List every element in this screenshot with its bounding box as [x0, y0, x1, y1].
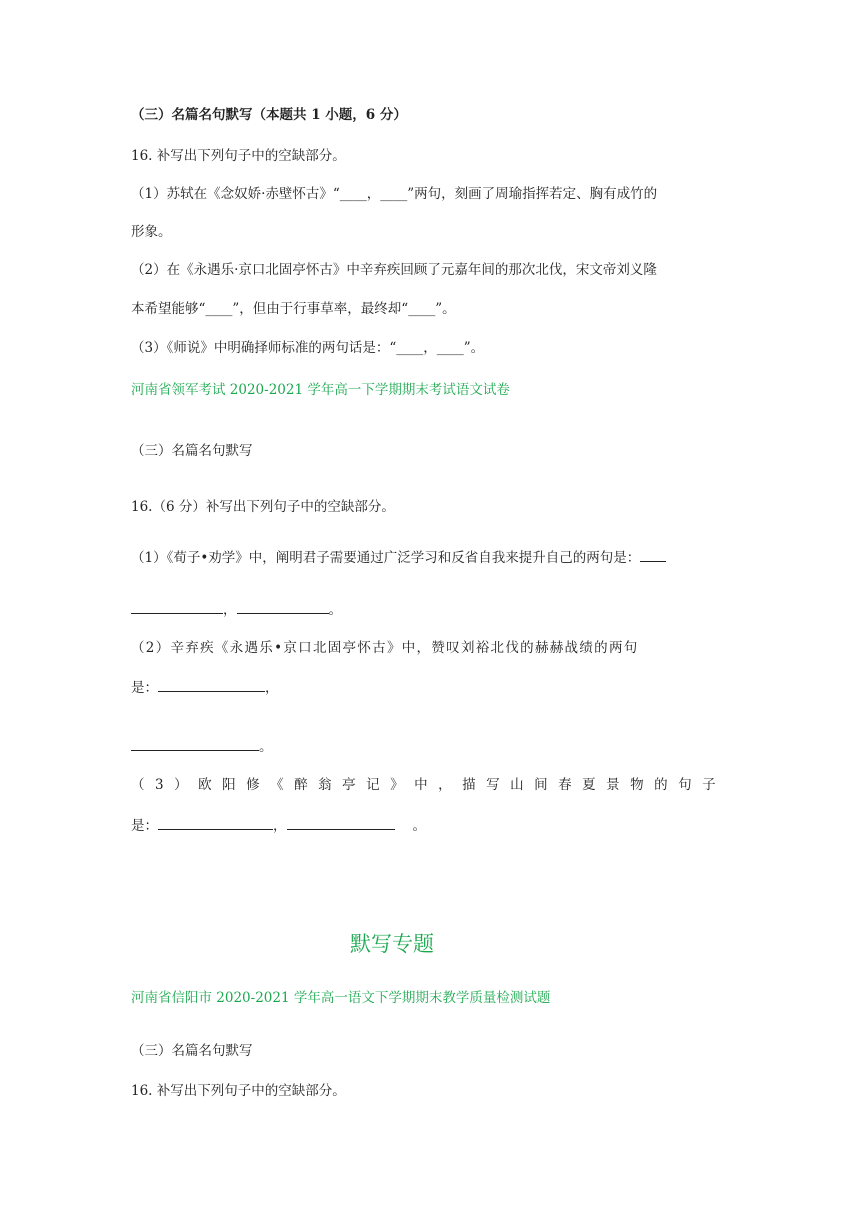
answer-blank — [237, 599, 329, 614]
separator: ， — [223, 602, 237, 618]
question-1-text: （1）《荀子•劝学》中，阐明君子需要通过广泛学习和反省自我来提升自己的两句是： — [131, 550, 641, 566]
answer-blank — [158, 815, 273, 830]
source-link[interactable]: 河南省领军考试 2020-2021 学年高一下学期期末考试语文试卷 — [131, 382, 510, 398]
period: 。 — [328, 602, 342, 618]
section-header: （三）名篇名句默写 — [131, 443, 253, 459]
question-2-line-2 — [131, 677, 279, 698]
question-2-line-1: （2）在《永遇乐·京口北固亭怀古》中辛弃疾回顾了元嘉年间的那次北伐，宋文帝刘义隆 — [131, 262, 657, 278]
answer-blank — [158, 677, 265, 692]
question-2-prefix: 是： — [131, 680, 158, 696]
question-2-line-3 — [131, 736, 273, 757]
question-2-line-1: （2）辛弃疾《永遇乐•京口北固亭怀古》中，赞叹刘裕北伐的赫赫战绩的两句 — [131, 640, 639, 656]
question-1-line-1 — [131, 547, 666, 568]
answer-blank — [640, 547, 666, 562]
period: 。 — [412, 818, 426, 834]
section-header: （三）名篇名句默写 — [131, 1043, 253, 1059]
question-2-line-2: 本希望能够“____”，但由于行事草率，最终却“____”。 — [131, 301, 456, 317]
answer-blank — [131, 736, 259, 751]
question-3-line: （3）《师说》中明确择师标准的两句话是：“____，____”。 — [131, 340, 485, 356]
question-1-line-1: （1）苏轼在《念奴娇·赤壁怀古》“____，____”两句，刻画了周瑜指挥若定、胸有成竹的 — [131, 186, 658, 202]
answer-blank — [287, 815, 395, 830]
topic-title: 默写专题 — [350, 932, 434, 956]
period: 。 — [259, 739, 273, 755]
question-16: 16. 补写出下列句子中的空缺部分。 — [131, 1083, 346, 1099]
question-3-line-1: （3）欧阳修《醉翁亭记》中，描写山间春夏景物的句子 — [131, 777, 727, 793]
source-link[interactable]: 河南省信阳市 2020-2021 学年高一语文下学期期末教学质量检测试题 — [131, 990, 551, 1006]
separator: ， — [273, 818, 287, 834]
question-1-line-2 — [131, 599, 342, 620]
question-3-prefix: 是： — [131, 818, 158, 834]
section-header: （三）名篇名句默写（本题共 1 小题，6 分） — [131, 107, 407, 123]
question-3-line-2 — [131, 815, 426, 836]
answer-blank — [131, 599, 223, 614]
separator: ， — [265, 680, 279, 696]
question-1-line-2: 形象。 — [131, 224, 172, 240]
question-16: 16.（6 分）补写出下列句子中的空缺部分。 — [131, 499, 395, 515]
question-16: 16. 补写出下列句子中的空缺部分。 — [131, 148, 346, 164]
